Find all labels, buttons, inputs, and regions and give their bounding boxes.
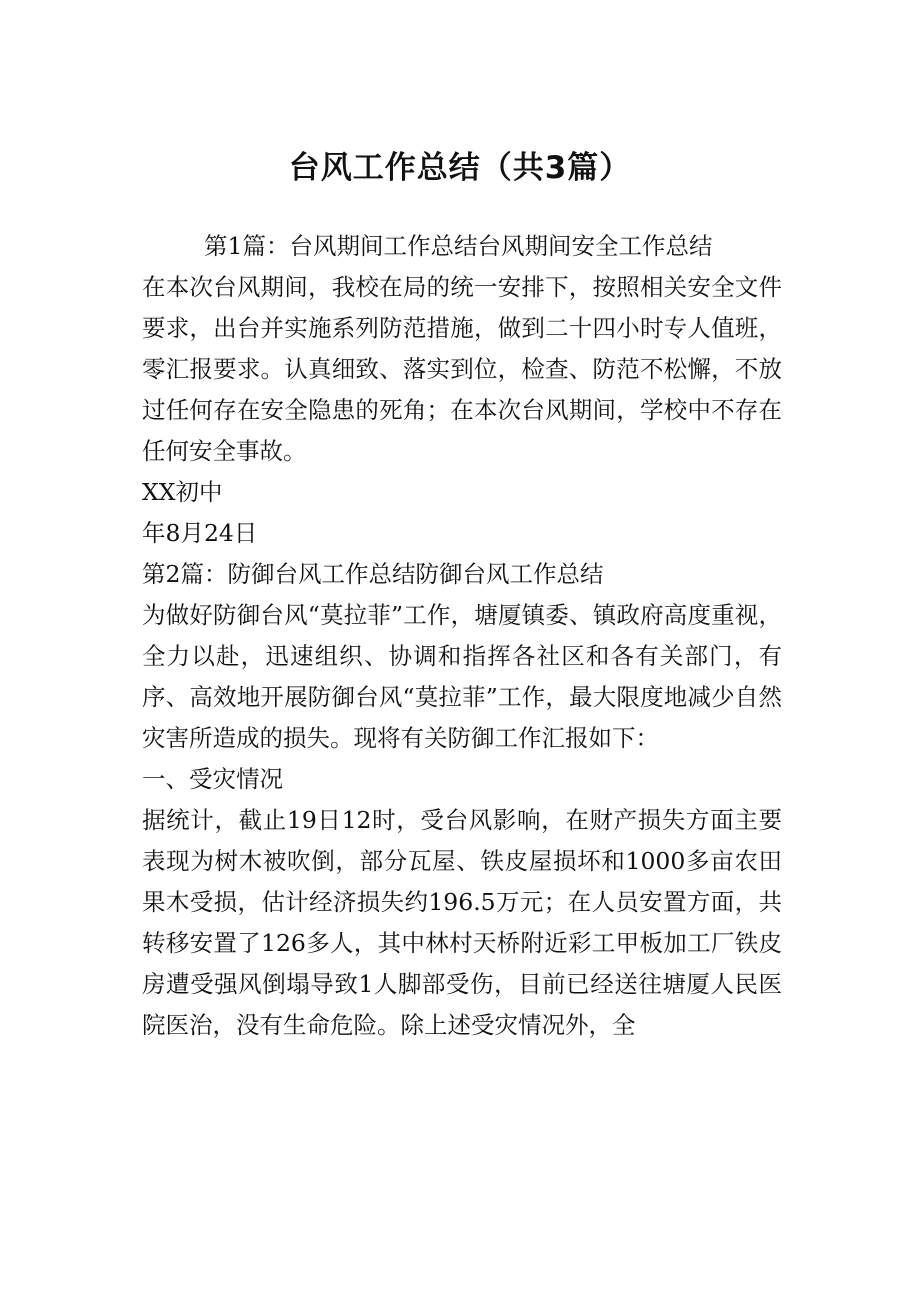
- section-1-body: 在本次台风期间，我校在局的统一安排下，按照相关安全文件要求，出台并实施系列防范措施，做到二十四小时专人值班，零汇报要求。认真细致、落实到位，检查、防范不松懈，不放过任何存在安全隐患的死角；在本次台风期间，学校中不存在任何安全事故。: [142, 273, 782, 465]
- section-1-heading: 第1篇：台风期间工作总结台风期间安全工作总结: [204, 232, 713, 260]
- signature-school: XX初中: [142, 478, 223, 506]
- subsection-heading-disaster: 一、受灾情况: [142, 765, 283, 793]
- subsection-body-disaster: 据统计，截止19日12时，受台风影响，在财产损失方面主要表现为树木被吹倒，部分瓦屋、铁皮屋损坏和1000多亩农田果木受损，估计经济损失约196.5万元；在人员安置方面，共转移安置了126多人，其中林村天桥附近彩工甲板加工厂铁皮房遭受强风倒塌导致1人脚部受伤，目前已经送往塘厦人民医院医治，没有生命危险。除上述受灾情况外，全: [142, 806, 782, 1039]
- section-2-heading: 第2篇：防御台风工作总结防御台风工作总结: [142, 560, 604, 588]
- signature-date: 年8月24日: [142, 519, 258, 547]
- document-title: 台风工作总结（共3篇）: [288, 150, 632, 186]
- section-2-intro: 为做好防御台风“莫拉菲”工作，塘厦镇委、镇政府高度重视，全力以赴，迅速组织、协调和指挥各社区和各有关部门，有序、高效地开展防御台风“莫拉菲”工作，最大限度地减少自然灾害所造成的损失。现将有关防御工作汇报如下：: [142, 601, 782, 752]
- document-body: [142, 226, 782, 1046]
